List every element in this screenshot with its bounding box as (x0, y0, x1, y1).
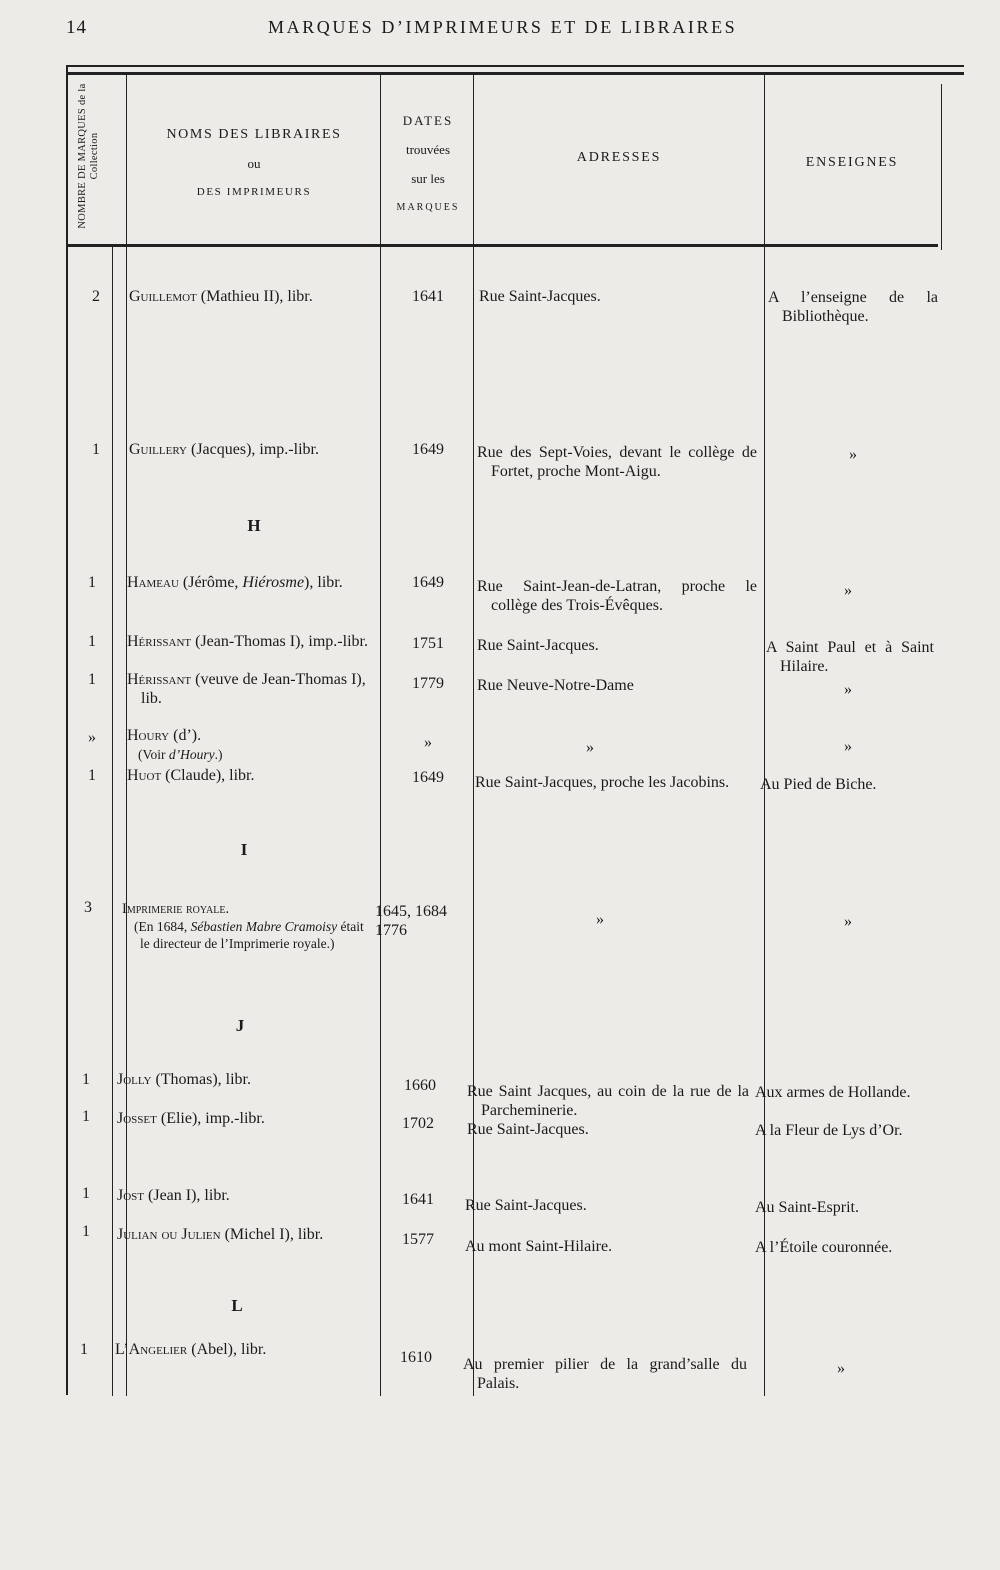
row-address: Rue Saint-Jacques. (467, 1121, 589, 1138)
header-dates-line1: DATES (402, 113, 454, 128)
section-letter-h: H (247, 516, 261, 535)
section-letter-j: J (235, 1016, 245, 1035)
row-sign: » (844, 913, 852, 930)
surname: Hérissant (127, 633, 192, 650)
header-dates-line3: sur les (411, 171, 445, 186)
row-count: 3 (84, 899, 92, 916)
name-rest: (Jérôme, (178, 574, 243, 591)
row-name (117, 1225, 377, 1244)
header-names-line1: NOMS DES LIBRAIRES (166, 127, 342, 142)
note-text: (En 1684, (134, 919, 191, 934)
row-count: 1 (82, 1071, 90, 1088)
row-note (134, 918, 372, 952)
row-address: Rue Neuve-Notre-Dame (477, 677, 634, 694)
row-name (127, 766, 377, 785)
row-count: 1 (88, 574, 96, 591)
row-count: 1 (88, 633, 96, 650)
row-sign: Aux armes de Hollande. (755, 1084, 911, 1101)
row-sign: » (849, 446, 857, 463)
row-name (117, 1070, 377, 1089)
surname: Hérissant (127, 671, 192, 688)
surname: L’Angelier (115, 1341, 188, 1358)
row-name (127, 632, 377, 651)
surname: Houry (127, 727, 170, 744)
row-count: 1 (80, 1341, 88, 1358)
row-sign: » (844, 738, 852, 755)
row-sign: A la Fleur de Lys d’Or. (755, 1122, 903, 1139)
row-count: 1 (92, 441, 100, 458)
row-sign: A l’Étoile couronnée. (755, 1239, 893, 1256)
row-address: » (596, 911, 604, 928)
row-sign: » (844, 681, 852, 698)
surname-variant: Julien (181, 1226, 221, 1243)
row-date: 1649 (412, 769, 444, 786)
row-date: 1660 (404, 1077, 436, 1094)
name-rest: (Elie), imp.-libr. (156, 1110, 265, 1127)
surname: Josset (117, 1110, 157, 1127)
row-name (117, 1109, 377, 1128)
row-address: Rue Saint-Jacques. (479, 288, 601, 305)
name-rest: (Thomas), libr. (151, 1071, 251, 1088)
row-sign: » (844, 582, 852, 599)
name-rest: (Jean-Thomas I), imp.-libr. (191, 633, 368, 650)
row-date: 1641 (402, 1191, 434, 1208)
header-dates (383, 106, 473, 222)
row-count: 1 (88, 671, 96, 688)
row-name (115, 1340, 375, 1359)
header-count: NOMBRE DE MARQUES de la Collection (77, 83, 100, 229)
surname: Jost (117, 1187, 145, 1204)
row-address: Au mont Saint-Hilaire. (465, 1238, 613, 1255)
row-sign: A l’enseigne de la Bibliothèque. (768, 289, 938, 325)
table-border-top-thick (66, 72, 964, 75)
name-rest: (veuve de Jean-Thomas I), lib. (141, 671, 366, 707)
header-names (128, 120, 380, 207)
row-name (127, 726, 377, 745)
row-address: Rue Saint Jacques, au coin de la rue de la Parcheminerie. (467, 1083, 749, 1119)
row-sign: Au Pied de Biche. (760, 776, 877, 793)
header-signs: ENSEIGNES (805, 155, 899, 170)
surname: Julian (117, 1226, 158, 1243)
section-letter-l: L (231, 1296, 243, 1315)
header-dates-line4: MARQUES (396, 202, 460, 213)
name-italic: Hiérosme (242, 574, 305, 591)
name-rest: (Claude), libr. (161, 767, 255, 784)
note-text: .) (214, 747, 223, 762)
surname: Huot (127, 767, 162, 784)
table-border-left (66, 65, 68, 1395)
row-count: 1 (88, 767, 96, 784)
row-name (129, 440, 369, 459)
page-number: 14 (66, 17, 87, 38)
header-dates-line2: trouvées (405, 142, 451, 157)
row-count: 1 (82, 1223, 90, 1240)
row-note (138, 746, 378, 763)
column-divider (941, 84, 942, 250)
running-title: MARQUES D’IMPRIMEURS ET DE LIBRAIRES (268, 17, 738, 37)
date-line: 1645, 1684 (375, 903, 447, 920)
name-rest: (d’). (169, 727, 202, 744)
row-sign: Au Saint-Esprit. (755, 1199, 859, 1216)
row-date: 1779 (412, 675, 444, 692)
surname: Hameau (127, 574, 179, 591)
note-italic: d’Houry (168, 747, 215, 762)
row-name (129, 287, 377, 306)
name-rest: (Mathieu II), libr. (196, 288, 313, 305)
surname: Jolly (117, 1071, 152, 1088)
row-date: » (424, 734, 432, 751)
name-rest: (Michel I), libr. (220, 1226, 324, 1243)
header-names-line3: DES IMPRIMEURS (196, 186, 312, 198)
row-date: 1751 (412, 635, 444, 652)
name-rest: (Abel), libr. (187, 1341, 267, 1358)
table-border-top (66, 65, 964, 67)
row-count: » (88, 729, 96, 746)
row-sign: » (837, 1360, 845, 1377)
row-name (127, 573, 377, 592)
surname: Guillemot (129, 288, 197, 305)
note-italic: Sébastien Mabre Cramoisy (190, 919, 338, 934)
row-sign: A Saint Paul et à Saint Hilaire. (766, 639, 934, 675)
note-text: était le directeur de l’Imprimerie royale.) (140, 919, 364, 951)
row-date: 1702 (402, 1115, 434, 1132)
row-address: Au premier pilier de la grand’salle du Palais. (463, 1356, 747, 1392)
row-date: 1649 (412, 441, 444, 458)
header-names-line2: ou (247, 156, 261, 171)
surname: Imprimerie royale (122, 901, 226, 917)
row-date: 1577 (402, 1231, 434, 1248)
name-rest: ), libr. (304, 574, 343, 591)
note-text: (Voir (138, 747, 169, 762)
name-conjunction: ou (157, 1226, 182, 1243)
row-name (117, 1186, 377, 1205)
row-date: 1610 (400, 1349, 432, 1366)
row-address: » (586, 739, 594, 756)
name-rest: . (225, 901, 230, 917)
row-address: Rue Saint-Jacques. (477, 637, 599, 654)
row-name (127, 670, 377, 708)
row-count: 2 (92, 288, 100, 305)
row-address: Rue des Sept-Voies, devant le collège de Fortet, proche Mont-Aigu. (477, 444, 757, 480)
row-address: Rue Saint-Jean-de-Latran, proche le collège des Trois-Évêques. (477, 578, 757, 614)
date-line: 1776 (375, 922, 407, 939)
row-address: Rue Saint-Jacques, proche les Jacobins. (475, 774, 730, 791)
row-name (122, 900, 372, 919)
row-count: 1 (82, 1108, 90, 1125)
header-rule (66, 244, 938, 247)
surname: Guillery (129, 441, 187, 458)
name-rest: (Jacques), imp.-libr. (187, 441, 319, 458)
row-address: Rue Saint-Jacques. (465, 1197, 587, 1214)
row-count: 1 (82, 1185, 90, 1202)
header-addresses: ADRESSES (576, 150, 662, 165)
row-date: 1649 (412, 574, 444, 591)
row-date (375, 902, 471, 940)
row-date: 1641 (412, 288, 444, 305)
name-rest: (Jean I), libr. (144, 1187, 230, 1204)
section-letter-i: I (240, 840, 248, 859)
column-divider (112, 246, 113, 1396)
